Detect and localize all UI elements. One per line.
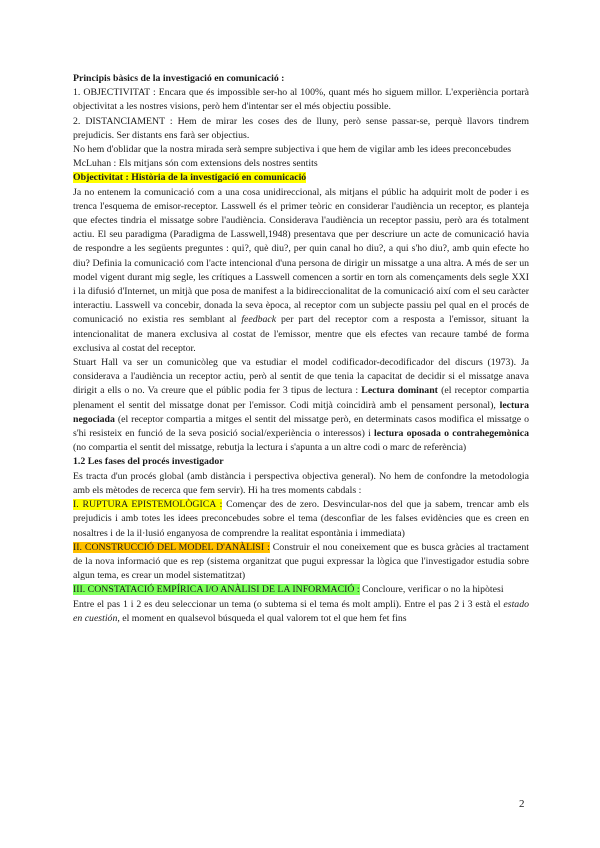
paragraph-distanciament: 2. DISTANCIAMENT : Hem de mirar les coses des de lluny, però sense passar-se, perquè llavors tindrem prejudicis. Ser distants ens farà ser objectius. [73,115,529,141]
heading-fases: 1.2 Les fases del procés investigador [73,456,224,468]
estado-text-b: , el moment en qualsevol búsqueda el qual valorem tot el que hem fet fins [117,612,407,624]
lasswell-text-a: Ja no entenem la comunicació com a una cosa unidireccional, als mitjans el públic ha adquirit molt de poder i es trenca l'esquema de emisor-receptor. Lasswell és el primer teòric en considerar l'audiència un receptor, es planteja que efectes tindria el missatge sobre l'audiència. Considerava l'audiència un receptor passiu, però ara és totalment actiu. El seu paradigma (Paradigma de Lasswell,1948) presentava que per descriure un acte de comunicació havia de respondre a les següents preguntes : qui?, què diu?, per quin canal ho diu?, a qui s'ho diu?, amb quin efecte ho diu? Definia la comunicació com l'acte intencional d'una persona de dirigir un missatge a una altra. A més de ser un model vigent durant mig segle, les crítiques a Lasswell comencen a sortir en torn als començaments dels segle XXI i la difusió d'Internet, un mitjà que posa de manifest a la bidireccionalitat de la comunicació així com el seu caràcter interactiu. Lasswell va concebir, donada la seva època, al receptor com un subjecte passiu pel qual en el procés de comunicació no existia res semblant al [73,186,529,326]
paragraph-objectivitat: 1. OBJECTIVITAT : Encara que és impossible ser-ho al 100%, quant més ho siguem millor. L'experiència portarà objectivitat a les nostres visions, però hem d'intentar ser el més objectiu possible. [73,87,529,113]
fase-construccio [73,541,529,584]
fase-construccio-text: Construir el nou coneixement que es busca gràcies al tractament de la nova informació que es rep (sistema organitzat que pugui expressar la lògica que l'investigador estudia sobre algun tema, es crear un model sistematitzat) [73,541,529,582]
heading-objectivitat: Objectivitat : Història de la investigació en comunicació [73,172,307,184]
document-body [73,72,529,626]
paragraph-mcluhan: McLuhan : Els mitjans són com extensions dels nostres sentits [73,158,318,170]
paragraph-estado-cuestion [73,598,529,626]
fase-constatacio-label: III. CONSTATACIÓ EMPÍRICA I/O ANÀLISI DE LA INFORMACIÓ : [73,584,360,596]
section-title: Principis bàsics de la investigació en comunicació : [73,73,285,84]
paragraph-lasswell [73,186,529,356]
fase-ruptura-text: Començar des de zero. Desvincular-nos del que ja sabem, trencar amb els prejudicis i amb totes les idees preconcebudes sobre el tema (desconfiar de les falses evidències que es creen en nosaltres i de la il·lusió enganyosa de comprendre la realitat espontània i immediata) [73,499,529,539]
fase-ruptura-label: I. RUPTURA EPISTEMOLÒGICA : [73,499,223,511]
fase-constatacio-text: Concloure, verificar o no la hipòtesi [359,584,504,596]
fase-constatacio [73,583,529,597]
feedback-term: feedback [241,314,277,326]
heading-objectivitat-wrap [73,171,529,185]
hall-text-a: Stuart Hall va ser un comunicòleg que va estudiar el model codificador-decodificador del discurs (1973). Ja considerava a l'audiència un receptor actiu, però al sentit de que tenia la capacitat de decidir si el missatge anava dirigit a ells o no. Va creure que el públic podia fer 3 tipus de lectura : [73,357,529,397]
estado-cuestion-term: estado en cuestión [73,598,529,624]
hall-text-b: (el receptor compartia plenament el sentit del missatge donat per l'emissor. Codi mitjà coincidirà amb el pensament personal), [73,385,529,411]
paragraph-proces-global: Es tracta d'un procés global (amb distància i perspectiva objectiva general). No hem de confondre la metodologia amb els mètodes de recerca que fem servir). Hi ha tres moments cabdals : [73,470,529,496]
fase-ruptura [73,498,529,541]
hall-text-c: (el receptor compartia a mitges el sentit del missatge però, en determinats casos modifica el missatge o s'hi resisteix en funció de la seva posició social/experiència o interessos) i [73,413,529,440]
lasswell-text-b: per part del receptor com a resposta a l'emissor, situant la intencionalitat de manera exclusiva al costat de l'emissor, mentre que els efectes van recaure també de forma exclusiva al costat del receptor. [73,314,530,354]
page-number: 2 [519,798,525,810]
fase-construccio-label: II. CONSTRUCCIÓ DEL MODEL D'ANÀLISI : [73,541,270,553]
paragraph-stuart-hall [73,356,529,455]
lectura-oposada: lectura oposada o contrahegemònica [374,428,529,440]
lectura-dominant: Lectura dominant [361,385,438,397]
estado-text-a: Entre el pas 1 i 2 es deu seleccionar un tema (o subtema si el tema és molt ampli). Entre el pas 2 i 3 està el [73,598,504,610]
hall-text-d: (no compartia el sentit del missatge, rebutja la lectura i s'apunta a un altre codi o marc de referència) [73,442,467,454]
paragraph-subjectivitat: No hem d'oblidar que la nostra mirada serà sempre subjectiva i que hem de vigilar amb les idees preconcebudes [73,144,512,156]
lectura-negociada: lectura negociada [73,399,529,425]
